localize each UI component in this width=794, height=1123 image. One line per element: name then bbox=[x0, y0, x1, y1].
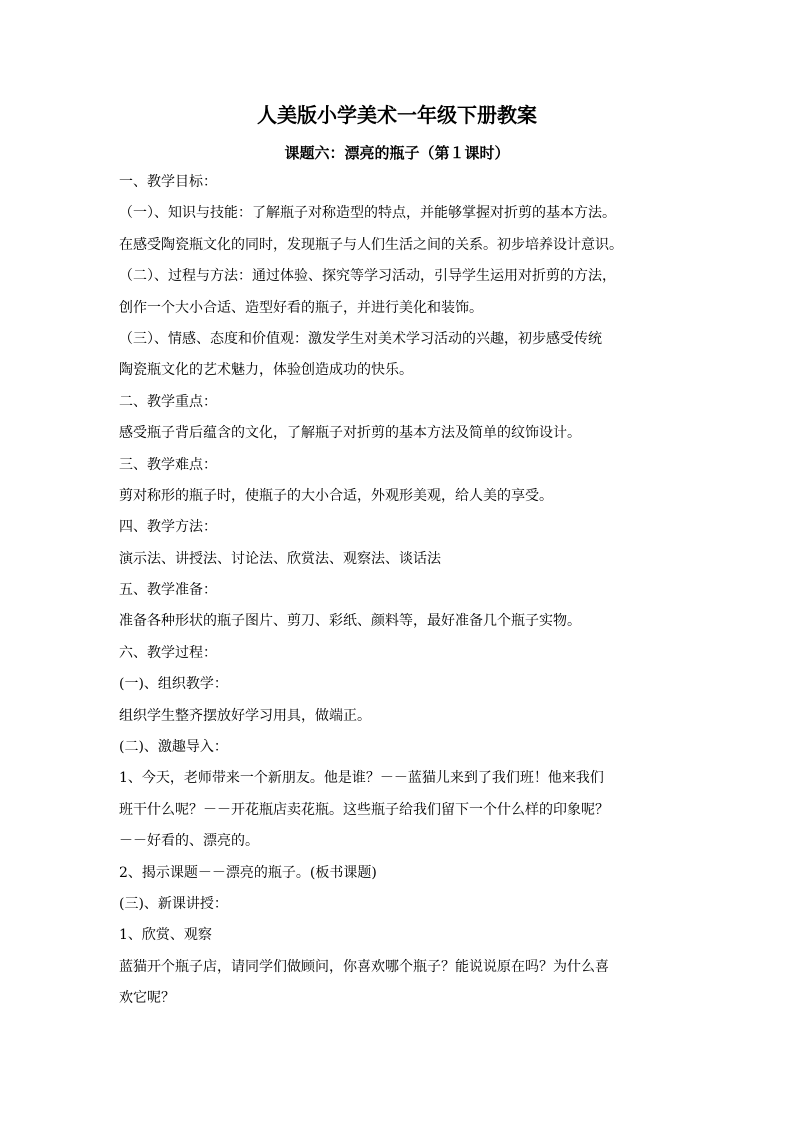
text-line: 二、教学重点： bbox=[119, 393, 217, 410]
text-line: 三、教学难点： bbox=[119, 456, 217, 473]
text-line: 创作一个大小合适、造型好看的瓶子，并进行美化和装饰。 bbox=[119, 299, 483, 316]
text-line: 1、欣赏、观察 bbox=[119, 927, 212, 944]
text-line: －－好看的、漂亮的。 bbox=[119, 833, 259, 850]
text-line: 陶瓷瓶文化的艺术魅力，体验创造成功的快乐。 bbox=[119, 362, 413, 379]
text-line: 班干什么呢？－－开花瓶店卖花瓶。这些瓶子给我们留下一个什么样的印象呢？ bbox=[119, 801, 609, 818]
text-line: 剪对称形的瓶子时，使瓶子的大小合适，外观形美观，给人美的享受。 bbox=[119, 487, 553, 504]
text-line: 欢它呢？ bbox=[119, 990, 175, 1007]
text-line: 六、教学过程： bbox=[119, 644, 217, 661]
document-body bbox=[119, 172, 679, 1020]
document-title: 人美版小学美术一年级下册教案 bbox=[257, 103, 537, 127]
text-line: 1、今天，老师带来一个新朋友。他是谁？－－蓝猫儿来到了我们班！他来我们 bbox=[119, 770, 604, 787]
text-line: (一)、组织教学： bbox=[119, 676, 228, 693]
text-line: 感受瓶子背后蕴含的文化，了解瓶子对折剪的基本方法及简单的纹饰设计。 bbox=[119, 425, 581, 442]
text-line: 准备各种形状的瓶子图片、剪刀、彩纸、颜料等，最好准备几个瓶子实物。 bbox=[119, 613, 581, 630]
text-line: 组织学生整齐摆放好学习用具，做端正。 bbox=[119, 707, 371, 724]
text-line: 在感受陶瓷瓶文化的同时，发现瓶子与人们生活之间的关系。初步培养设计意识。 bbox=[119, 236, 623, 253]
text-line: (二)、激趣导入： bbox=[119, 739, 228, 756]
text-line: （三）、情感、态度和价值观：激发学生对美术学习活动的兴趣，初步感受传统 bbox=[119, 330, 602, 347]
text-line: （二）、过程与方法：通过体验、探究等学习活动，引导学生运用对折剪的方法， bbox=[119, 268, 616, 285]
text-line: 一、教学目标： bbox=[119, 174, 217, 190]
text-line: 演示法、讲授法、讨论法、欣赏法、观察法、谈话法 bbox=[119, 550, 441, 567]
text-line: （一）、知识与技能：了解瓶子对称造型的特点，并能够掌握对折剪的基本方法。 bbox=[119, 205, 616, 222]
lesson-subtitle: 课题六：漂亮的瓶子（第１课时） bbox=[284, 144, 510, 162]
text-line: 蓝猫开个瓶子店，请同学们做顾问，你喜欢哪个瓶子？能说说原在吗？为什么喜 bbox=[119, 958, 609, 975]
text-line: 2、揭示课题－－漂亮的瓶子。(板书课题) bbox=[119, 864, 377, 881]
text-line: 四、教学方法： bbox=[119, 519, 217, 536]
text-line: 五、教学准备： bbox=[119, 582, 217, 599]
text-line: (三)、新课讲授： bbox=[119, 895, 228, 912]
